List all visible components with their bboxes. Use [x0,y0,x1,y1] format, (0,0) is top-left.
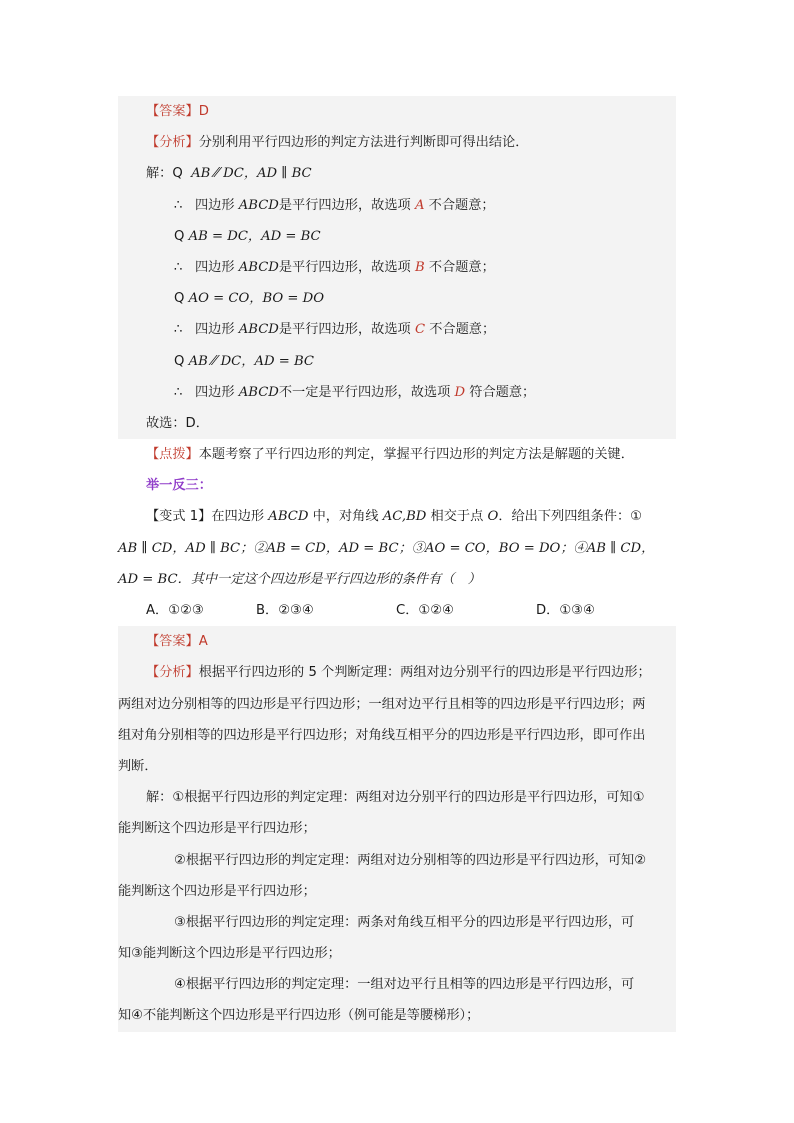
q2-solution-block [118,626,676,1031]
text: 四边形 [194,259,239,275]
analysis-text: 两组对边分别相等的四边形是平行四边形；一组对边平行且相等的四边形是平行四边形；两 [118,696,646,712]
option-b: B．②③④ [256,603,314,618]
answer-value: D [198,104,209,119]
math-expression: ABCD [238,384,279,400]
q2-stem-line-1 [118,501,676,532]
q2-tag: 【变式 1】 [146,509,212,525]
dianbo-text: 本题考察了平行四边形的判定，掌握平行四边形的判定方法是解题的关键． [198,447,634,463]
q2-sol-4-line-2 [118,1000,676,1031]
math-expression: AB ⁄⁄ DC，AD ∥ BC [191,166,312,182]
because-symbol: Q [174,353,185,369]
math-expression: AB ∥ CD，AD ∥ BC；②AB = CD，AD = BC；③AO = CO，BO = DO；④AB ∥ CD， [118,540,655,556]
q1-solution-line-6 [118,346,676,377]
option-a: A．①②③ [146,603,204,618]
math-expression: AB = DC，AD = BC [188,228,321,244]
q1-solution-line-0 [118,158,676,189]
q2-answer-line [118,626,676,657]
text: 在四边形 [211,509,269,525]
q1-answer-line [118,96,676,127]
text: 是平行四边形，故选项 [278,322,415,338]
analysis-tag: 【分析】 [146,665,199,681]
option-letter: C [414,322,426,338]
math-expression: ABCD [268,509,309,525]
solution-text: 知③能判断这个四边形是平行四边形； [118,946,341,962]
math-expression: AD = BC．其中一定这个四边形是平行四边形的条件有（ ） [118,571,481,587]
q2-stem-line-3 [118,564,676,595]
therefore-symbol: ∴ [174,197,183,213]
math-expression: ABCD [238,322,279,338]
option-d: D．①③④ [536,603,595,618]
q2-sol-3-line-1 [118,907,676,938]
q2-sol-1-line-2 [118,813,676,844]
math-expression: O [487,509,499,525]
text: 不合题意； [424,259,495,275]
solution-text: 解：①根据平行四边形的判定定理：两组对边分别平行的四边形是平行四边形，可知① [146,790,645,806]
q1-guxuan-line [118,408,676,439]
q1-solution-line-1 [118,190,676,221]
solution-text: ②根据平行四边形的判定定理：两组对边分别相等的四边形是平行四边形，可知② [174,852,647,868]
q1-solution-line-4 [118,283,676,314]
q2-analysis-line-4 [118,751,676,782]
dianbo-tag: 【点拨】 [146,447,199,463]
q1-analysis-line [118,127,676,158]
q2-sol-3-line-2 [118,938,676,969]
solution-text: ④根据平行四边形的判定定理：一组对边平行且相等的四边形是平行四边形，可 [174,977,635,993]
analysis-text: 根据平行四边形的 5 个判断定理：两组对边分别平行的四边形是平行四边形； [198,665,651,681]
q1-solution-line-5 [118,314,676,345]
document-page [118,96,676,1032]
option-letter: A [414,197,425,213]
therefore-symbol: ∴ [174,259,183,275]
answer-tag: 【答案】 [146,104,199,119]
text: 是平行四边形，故选项 [278,197,415,213]
solution-text: 能判断这个四边形是平行四边形； [118,883,316,899]
q2-analysis-line-2 [118,689,676,720]
option-letter: D [454,384,466,400]
math-expression: AO = CO，BO = DO [188,291,325,307]
q2-analysis-line-1 [118,657,676,688]
analysis-text: 组对角分别相等的四边形是平行四边形；对角线互相平分的四边形是平行四边形，即可作出 [118,727,646,743]
text: 四边形 [194,322,239,338]
section-title: 举一反三： [146,478,212,494]
q2-stem-line-2 [118,533,676,564]
math-expression: AB ⁄⁄ DC，AD = BC [188,353,315,369]
q1-solution-block [118,96,676,439]
analysis-tag: 【分析】 [146,135,199,151]
q1-dianbo-line [118,439,676,470]
solution-jie: 解： [146,166,173,182]
section-title-line [118,470,676,501]
therefore-symbol: ∴ [174,322,183,338]
q2-sol-4-line-1 [118,969,676,1000]
solution-text: 知④不能判断这个四边形是平行四边形（例可能是等腰梯形）； [118,1008,480,1024]
q1-solution-line-7 [118,377,676,408]
solution-text: 能判断这个四边形是平行四边形； [118,821,316,837]
q2-analysis-line-3 [118,720,676,751]
q1-solution-line-2 [118,221,676,252]
text: 是平行四边形，故选项 [278,259,415,275]
text: ．给出下列四组条件：① [498,509,643,525]
text: 四边形 [194,384,239,400]
option-c: C．①②④ [396,603,454,618]
option-letter: B [414,259,425,275]
because-symbol: Q [174,228,185,244]
math-expression: ABCD [238,197,279,213]
text: 相交于点 [426,509,488,525]
conclusion-text: 故选：D． [146,415,209,431]
solution-text: ③根据平行四边形的判定定理：两条对角线互相平分的四边形是平行四边形，可 [174,914,635,930]
q1-solution-line-3 [118,252,676,283]
text: 不合题意； [425,322,496,338]
answer-value: A [198,634,208,650]
math-expression: ABCD [238,259,279,275]
q2-sol-1-line-1 [118,782,676,813]
text: 不合题意； [424,197,495,213]
q2-sol-2-line-2 [118,876,676,907]
text: 四边形 [194,197,239,213]
text: 符合题意； [465,384,536,400]
text: 不一定是平行四边形，故选项 [278,384,455,400]
answer-tag: 【答案】 [146,634,199,650]
analysis-text: 判断． [118,758,158,774]
therefore-symbol: ∴ [174,384,183,400]
because-symbol: Q [174,291,185,307]
because-symbol: Q [172,166,183,182]
q2-sol-2-line-1 [118,845,676,876]
q2-options [118,595,676,626]
math-expression: AC,BD [382,509,427,525]
analysis-text: 分别利用平行四边形的判定方法进行判断即可得出结论． [198,135,529,151]
text: 中，对角线 [308,509,383,525]
